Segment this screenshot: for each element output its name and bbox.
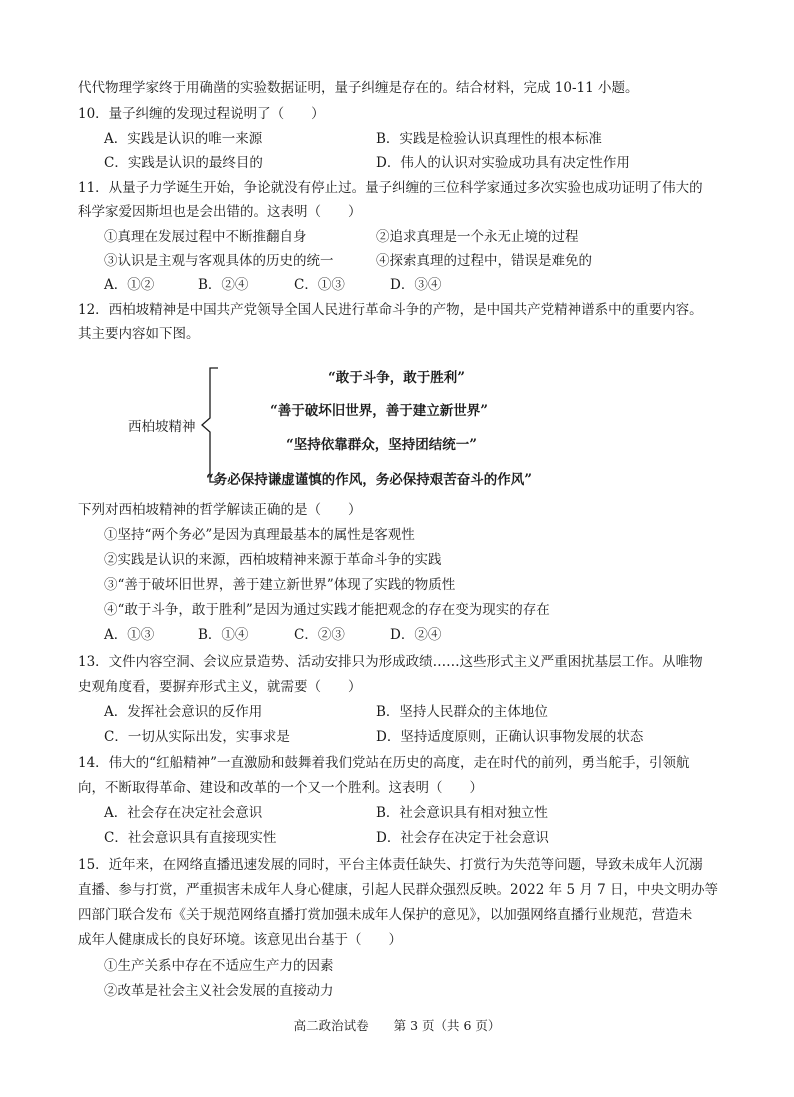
q12-option-b: B．①④ [198, 627, 249, 643]
q14-option-c: C．社会意识具有直接现实性 [104, 830, 277, 846]
q14-option-b: B．社会意识具有相对独立性 [376, 805, 548, 821]
q12-option-a: A．①③ [104, 627, 155, 643]
q10-option-c: C．实践是认识的最终目的 [104, 155, 263, 171]
q11-stem-line2: 科学家爱因斯坦也是会出错的。这表明（ ） [78, 204, 362, 220]
q11-stem-line1: 11．从量子力学诞生开始，争论就没有停止过。量子纠缠的三位科学家通过多次实验也成功证明了伟大的 [78, 180, 703, 196]
q15-statement-2: ②改革是社会主义社会发展的直接动力 [104, 983, 334, 999]
q13-option-b: B．坚持人民群众的主体地位 [376, 704, 548, 720]
q13-stem-line1: 13．文件内容空洞、会议应景造势、活动安排只为形成政绩……这些形式主义严重困扰基层工作。从唯物 [78, 654, 703, 670]
q14-stem-line2: 向，不断取得革命、建设和改革的一个又一个胜利。这表明（ ） [78, 780, 483, 796]
q13-option-a: A．发挥社会意识的反作用 [104, 704, 263, 720]
diagram-item-1: “敢于斗争，敢于胜利” [328, 370, 466, 386]
q12-stem-line1: 12．西柏坡精神是中国共产党领导全国人民进行革命斗争的产物，是中国共产党精神谱系中的重要内容。 [78, 302, 703, 318]
q12-statement-1: ①坚持“两个务必”是因为真理最基本的属性是客观性 [104, 527, 415, 543]
xibaipo-spirit-diagram [120, 360, 600, 490]
q11-statement-2: ②追求真理是一个永无止境的过程 [376, 229, 579, 245]
q12-option-c: C．②③ [294, 627, 345, 643]
diagram-item-3: “坚持依靠群众，坚持团结统一” [286, 437, 478, 453]
q12-statement-4: ④“敢于斗争，敢于胜利”是因为通过实践才能把观念的存在变为现实的存在 [104, 602, 550, 618]
q13-option-d: D．坚持适度原则，正确认识事物发展的状态 [376, 729, 644, 745]
q12-statement-2: ②实践是认识的来源，西柏坡精神来源于革命斗争的实践 [104, 552, 442, 568]
q11-option-b: B．②④ [198, 277, 249, 293]
diagram-item-4: “务必保持谦虚谨慎的作风，务必保持艰苦奋斗的作风” [206, 472, 533, 488]
q11-statement-1: ①真理在发展过程中不断推翻自身 [104, 229, 307, 245]
q15-stem-line3: 四部门联合发布《关于规范网络直播打赏加强未成年人保护的意见》，以加强网络直播行业规范，营造未 [78, 907, 693, 923]
diagram-root-label: 西柏坡精神 [128, 419, 196, 435]
q12-statement-3: ③“善于破坏旧世界，善于建立新世界”体现了实践的物质性 [104, 577, 456, 593]
q13-option-c: C．一切从实际出发，实事求是 [104, 729, 290, 745]
q14-option-a: A．社会存在决定社会意识 [104, 805, 263, 821]
q11-option-a: A．①② [104, 277, 155, 293]
q11-option-c: C．①③ [294, 277, 345, 293]
q15-stem-line1: 15．近年来，在网络直播迅速发展的同时，平台主体责任缺失、打赏行为失范等问题，导致未成年人沉溺 [78, 857, 703, 873]
q12-stem-line3: 下列对西柏坡精神的哲学解读正确的是（ ） [78, 502, 362, 518]
q11-statement-4: ④探索真理的过程中，错误是难免的 [376, 253, 592, 269]
q13-stem-line2: 史观角度看，要摒弃形式主义，就需要（ ） [78, 679, 362, 695]
q10-option-b: B．实践是检验认识真理性的根本标准 [376, 131, 602, 147]
diagram-item-2: “善于破坏旧世界，善于建立新世界” [270, 403, 489, 419]
q12-stem-line2: 其主要内容如下图。 [78, 326, 200, 342]
q15-stem-line4: 成年人健康成长的良好环境。该意见出台基于（ ） [78, 932, 402, 948]
q10-stem: 10．量子纠缠的发现过程说明了（ ） [78, 106, 325, 122]
q15-statement-1: ①生产关系中存在不适应生产力的因素 [104, 958, 334, 974]
q10-option-a: A．实践是认识的唯一来源 [104, 131, 263, 147]
q11-statement-3: ③认识是主观与客观具体的历史的统一 [104, 253, 334, 269]
intro-text: 代代物理学家终于用确凿的实验数据证明，量子纠缠是存在的。结合材料，完成 10-11 小题。 [78, 80, 639, 96]
q12-option-d: D．②④ [390, 627, 442, 643]
q14-option-d: D．社会存在决定于社会意识 [376, 830, 549, 846]
q15-stem-line2: 直播、参与打赏，严重损害未成年人身心健康，引起人民群众强烈反映。2022 年 5 月 7 日，中央文明办等 [78, 882, 718, 898]
q14-stem-line1: 14．伟大的“红船精神”一直激励和鼓舞着我们党站在历史的高度，走在时代的前列，勇当舵手，引领航 [78, 755, 690, 771]
q11-option-d: D．③④ [390, 277, 442, 293]
page-footer: 高二政治试卷 第 3 页（共 6 页） [293, 1018, 501, 1033]
q10-option-d: D．伟人的认识对实验成功具有决定性作用 [376, 155, 630, 171]
